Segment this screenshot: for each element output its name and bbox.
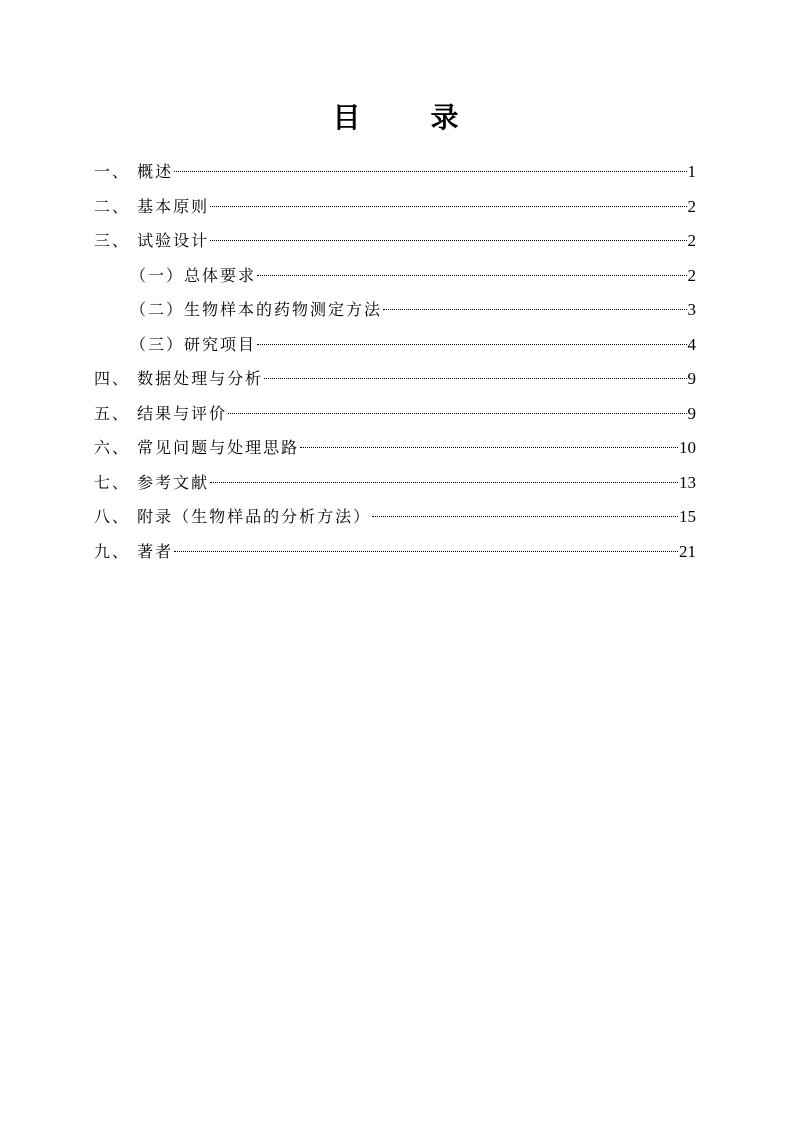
toc-entry-label: 九、 著者 [94, 541, 174, 561]
toc-entry-4[interactable] [94, 367, 696, 402]
toc-title [0, 96, 793, 136]
toc-entry-7[interactable] [94, 471, 696, 506]
toc-entry-label: 二、 基本原则 [94, 196, 210, 216]
toc-entry-1[interactable] [94, 160, 696, 195]
toc-leader [174, 171, 686, 172]
toc-entry-9[interactable] [94, 540, 696, 575]
toc-page-number: 9 [687, 403, 696, 423]
toc-page-number: 15 [679, 507, 696, 526]
toc-leader [300, 447, 678, 448]
toc-title-part2: 录 [430, 101, 461, 134]
toc-entry-5[interactable] [94, 402, 696, 437]
toc-entry-3-2[interactable] [94, 298, 696, 333]
toc-page-number: 9 [687, 369, 696, 388]
toc-entry-3-1[interactable] [94, 264, 696, 299]
toc-page-number: 10 [679, 438, 696, 457]
toc-entry-label: 八、 附录（生物样品的分析方法） [94, 507, 372, 526]
toc-leader [264, 378, 686, 379]
toc-page-number: 3 [687, 300, 696, 319]
toc-entry-3[interactable] [94, 229, 696, 264]
toc-leader [210, 206, 686, 207]
toc-leader [210, 482, 678, 483]
toc-page-number: 2 [687, 196, 696, 216]
toc-entry-3-3[interactable] [94, 333, 696, 368]
toc-entry-label: 五、 结果与评价 [94, 403, 228, 423]
table-of-contents [94, 160, 696, 574]
toc-leader [257, 344, 686, 345]
toc-entry-label: （三）研究项目 [130, 334, 257, 354]
toc-entry-label: 六、 常见问题与处理思路 [94, 438, 300, 457]
toc-page-number: 2 [687, 265, 696, 285]
toc-page-number: 4 [687, 334, 696, 354]
toc-entry-label: 四、 数据处理与分析 [94, 369, 264, 388]
toc-entry-label: 七、 参考文献 [94, 472, 210, 492]
toc-leader [174, 551, 678, 552]
toc-page-number: 2 [687, 231, 696, 250]
toc-entry-label: 一、 概述 [94, 162, 174, 181]
toc-leader [383, 309, 686, 310]
toc-leader [257, 275, 686, 276]
toc-entry-label: 三、 试验设计 [94, 231, 210, 250]
toc-entry-label: （一）总体要求 [130, 265, 257, 285]
toc-entry-2[interactable] [94, 195, 696, 230]
toc-leader [210, 240, 686, 241]
toc-page-number: 13 [679, 472, 696, 492]
toc-title-part1: 目 [332, 101, 363, 134]
toc-entry-8[interactable] [94, 505, 696, 540]
toc-page-number: 21 [679, 541, 696, 561]
toc-leader [228, 413, 686, 414]
toc-entry-label: （二）生物样本的药物测定方法 [130, 300, 383, 319]
toc-page-number: 1 [687, 162, 696, 181]
toc-entry-6[interactable] [94, 436, 696, 471]
toc-leader [372, 516, 678, 517]
